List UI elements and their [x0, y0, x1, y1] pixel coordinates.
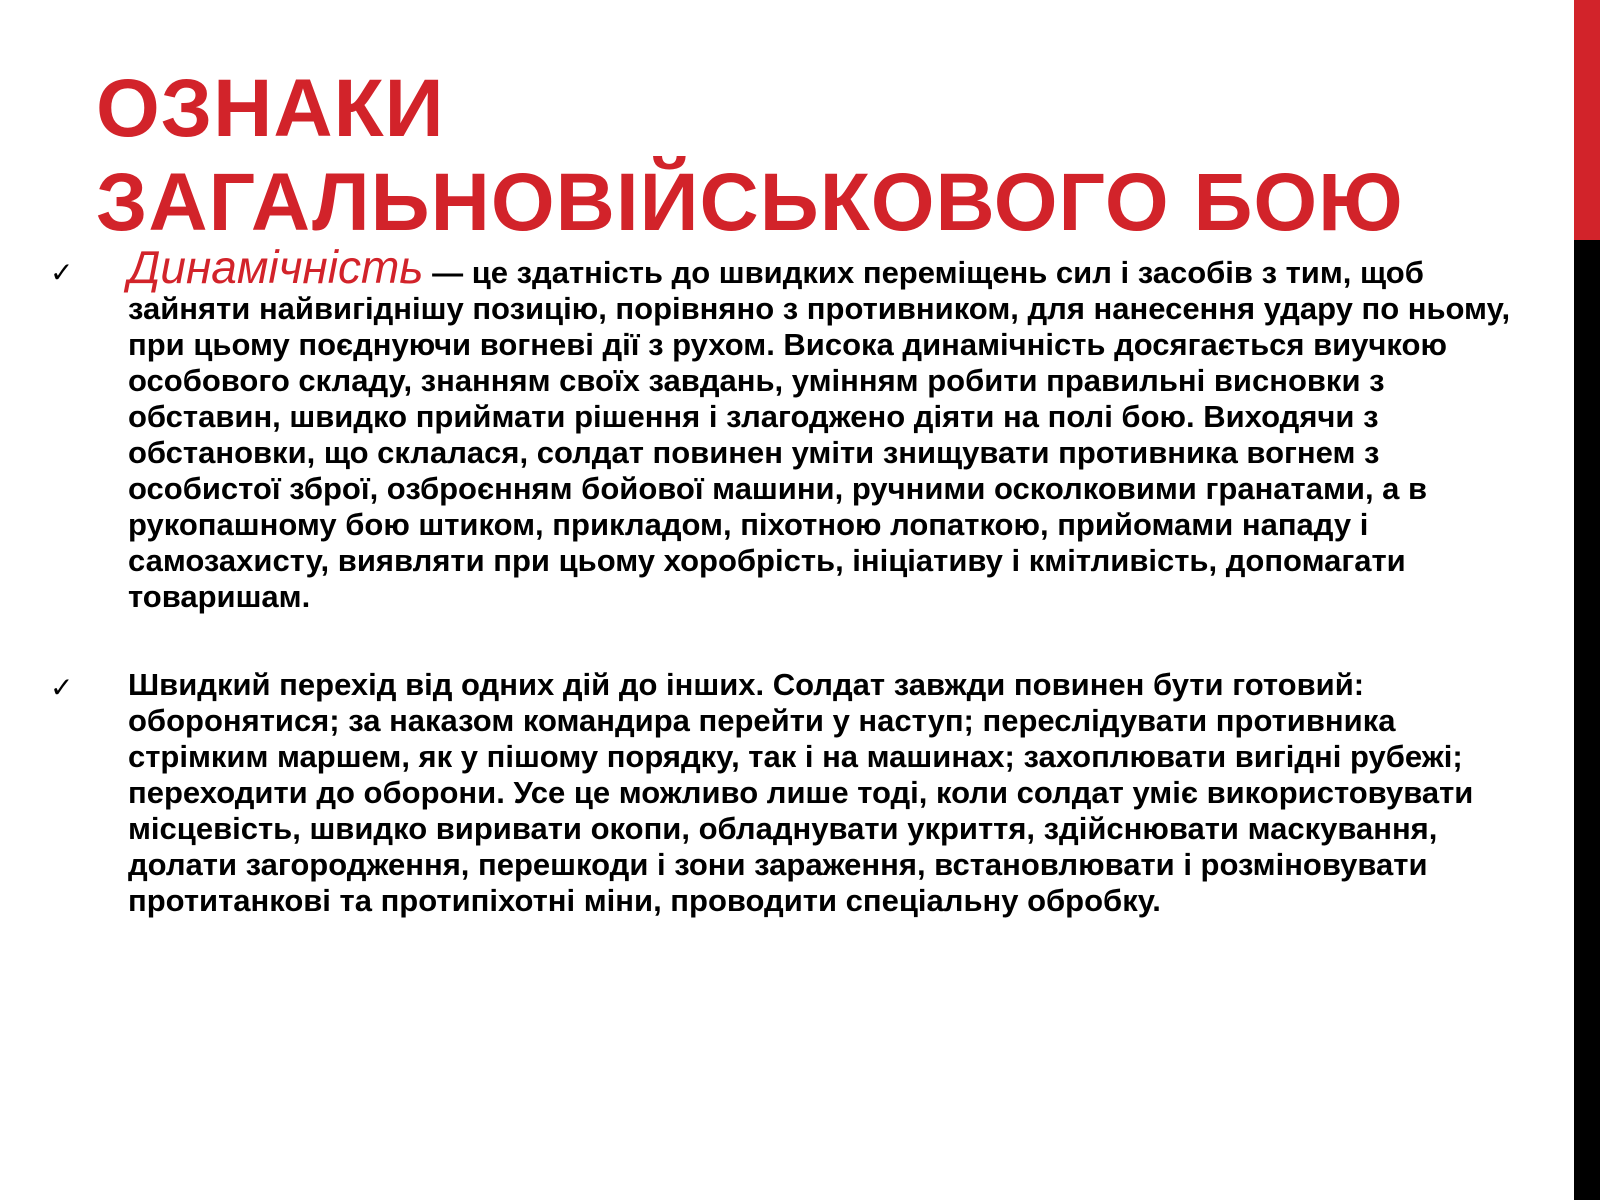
- bullet-paragraph: [128, 667, 1520, 919]
- bullet-body: Швидкий перехід від одних дій до інших. Солдат завжди повинен бути готовий: оборонятися; за наказом командира перейти у наступ; переслідувати противника стрімким маршем, як у пішому порядку, так і на машинах; захоплювати вигідні рубежі; переходити до оборони. Усе це можливо лише тоді, коли солдат уміє використовувати місцевість, швидко виривати окопи, обладнувати укриття, здійснювати маскування, долати загородження, перешкоди і зони зараження, встановлювати і розміновувати протитанкові та протипіхотні міни, проводити спеціальну обробку.: [128, 667, 1474, 918]
- accent-bar-red: [1574, 0, 1600, 240]
- bullet-body: — це здатність до швидких переміщень сил і засобів з тим, щоб зайняти найвигіднішу позицію, порівняно з противником, для нанесення удару по ньому, при цьому поєднуючи вогневі дії з рухом. Висока динамічність досягається виучкою особового складу, знанням своїх завдань, умінням робити правильні висновки з обставин, швидко приймати рішення і злагоджено діяти на полі бою. Виходячи з обстановки, що склалася, солдат повинен уміти знищувати противника вогнем з особистої зброї, озброєнням бойової машини, ручними осколковими гранатами, а в рукопашному бою штиком, прикладом, піхотною лопаткою, прийомами нападу і самозахисту, виявляти при цьому хоробрість, ініціативу і кмітливість, допомагати товаришам.: [128, 255, 1511, 614]
- term-highlight: Динамічність: [128, 241, 424, 293]
- accent-bar-black: [1574, 240, 1600, 1200]
- check-icon: ✓: [50, 256, 74, 289]
- bullet-paragraph: [128, 241, 1520, 615]
- list-item: [0, 241, 1560, 615]
- check-icon: ✓: [50, 671, 74, 704]
- bullet-list: [0, 241, 1560, 919]
- list-item: [0, 667, 1560, 919]
- slide-title: ОЗНАКИ ЗАГАЛЬНОВІЙСЬКОВОГО БОЮ: [96, 63, 1404, 248]
